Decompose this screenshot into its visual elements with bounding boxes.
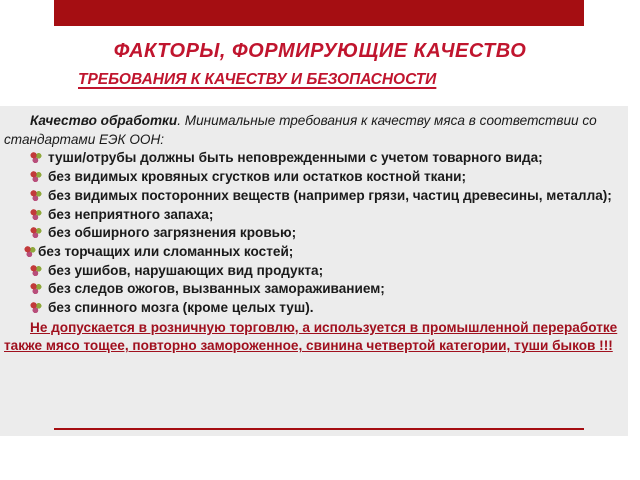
list-item-text: без следов ожогов, вызванных замораживанием;: [48, 281, 385, 297]
list-item-text: без торчащих или сломанных костей;: [38, 243, 294, 259]
list-item-text: без обширного загрязнения кровью;: [48, 225, 297, 241]
list-item: [4, 168, 622, 187]
flower-bullet-icon: [30, 190, 42, 201]
slide-title: ФАКТОРЫ, ФОРМИРУЮЩИЕ КАЧЕСТВО: [113, 40, 527, 62]
list-item: [4, 280, 622, 299]
list-item-text: без ушибов, нарушающих вид продукта;: [48, 262, 324, 278]
list-item: [4, 149, 622, 168]
list-item: [4, 206, 622, 225]
intro-paragraph: [4, 112, 622, 149]
list-item: [4, 243, 622, 262]
list-item-text: без спинного мозга (кроме целых туш).: [48, 300, 314, 316]
list-item: [4, 262, 622, 281]
flower-bullet-icon: [24, 246, 36, 257]
content-text: [4, 112, 622, 356]
flower-bullet-icon: [30, 265, 42, 276]
bottom-divider: [54, 428, 584, 430]
intro-lead: Качество обработки: [30, 113, 178, 128]
flower-bullet-icon: [30, 171, 42, 182]
list-item-text: туши/отрубы должны быть неповрежденными с учетом товарного вида;: [48, 150, 543, 166]
flower-bullet-icon: [30, 209, 42, 220]
top-accent-bar: [54, 0, 584, 26]
intro-rest: . Минимальные требования к качеству мяса в соответствии со стандартами ЕЭК ООН:: [4, 113, 597, 147]
list-item-text: без видимых кровяных сгустков или остатков костной ткани;: [48, 169, 467, 185]
list-item: [4, 187, 622, 206]
list-item-text: без видимых посторонних веществ (например грязи, частиц древесины, металла);: [48, 187, 612, 203]
list-item-text: без неприятного запаха;: [48, 206, 214, 222]
flower-bullet-icon: [30, 227, 42, 238]
flower-bullet-icon: [30, 152, 42, 163]
warning-note: Не допускается в розничную торговлю, а используется в промышленной переработке также мясо тощее, повторно замороженное, свинина четвертой категории, туши быков !!!: [4, 319, 618, 354]
slide-subtitle: ТРЕБОВАНИЯ К КАЧЕСТВУ И БЕЗОПАСНОСТИ: [78, 71, 437, 88]
flower-bullet-icon: [30, 302, 42, 313]
list-item: [4, 224, 622, 243]
list-item: [4, 299, 622, 318]
flower-bullet-icon: [30, 283, 42, 294]
